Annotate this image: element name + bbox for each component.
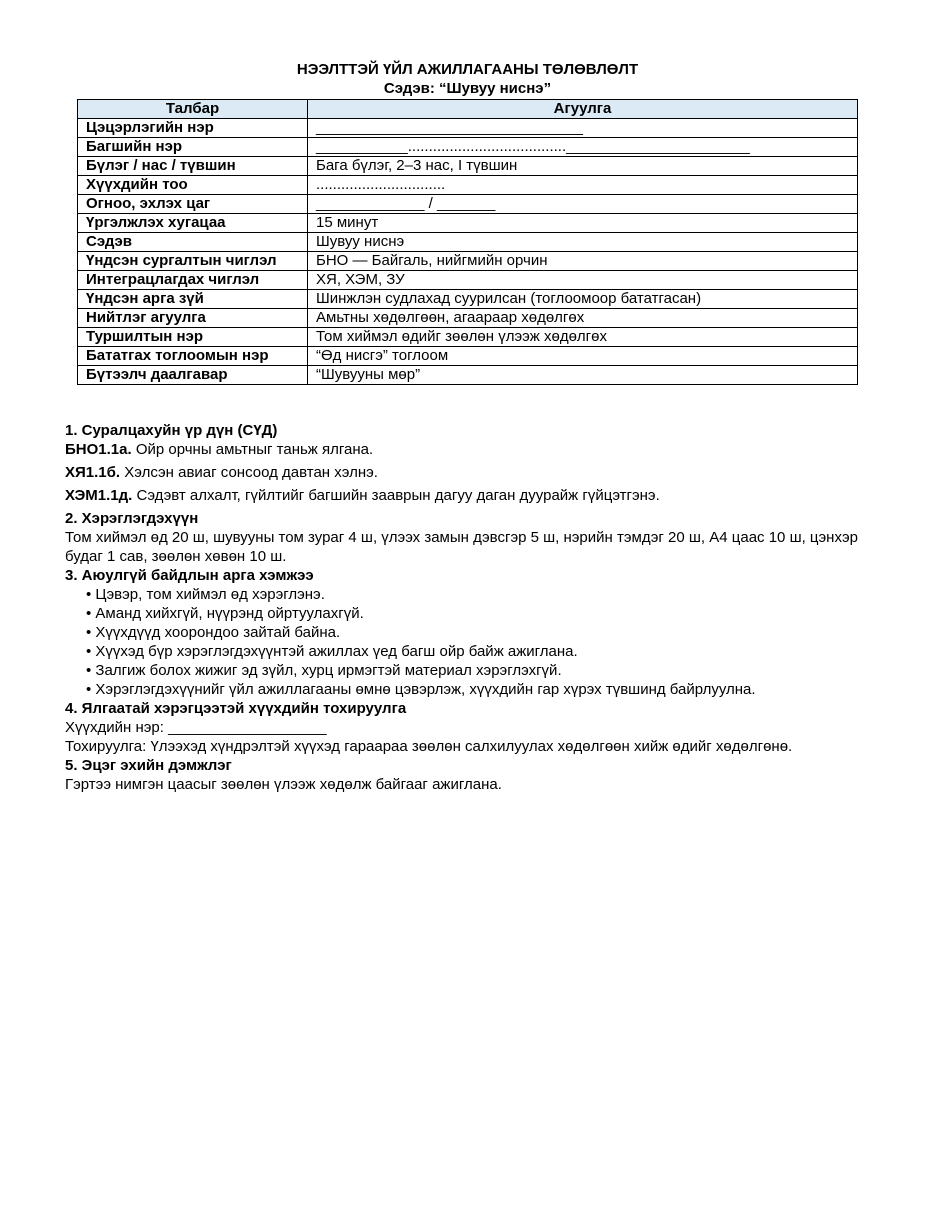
table-row (78, 195, 858, 214)
table-row (78, 328, 858, 347)
table-row (78, 214, 858, 233)
row-key: Цэцэрлэгийн нэр (78, 119, 308, 138)
outcome-text: Сэдэвт алхалт, гүйлтийг багшийн зааврын дагуу даган дуурайж гүйцэтгэнэ. (132, 487, 660, 504)
row-key: Бататгах тоглоомын нэр (78, 347, 308, 366)
row-key: Нийтлэг агуулга (78, 309, 308, 328)
row-key: Багшийн нэр (78, 138, 308, 157)
row-key: Сэдэв (78, 233, 308, 252)
row-value: “Өд нисгэ” тоглоом (308, 347, 858, 366)
table-row (78, 119, 858, 138)
table-row (78, 157, 858, 176)
row-value: _____________ / _______ (308, 195, 858, 214)
row-key: Хүүхдийн тоо (78, 176, 308, 195)
table-row (78, 366, 858, 385)
row-value: ............................... (308, 176, 858, 195)
table-row (78, 176, 858, 195)
row-key: Үндсэн сургалтын чиглэл (78, 252, 308, 271)
row-value: Бага бүлэг, 2–3 нас, I түвшин (308, 157, 858, 176)
row-value: БНО — Байгаль, нийгмийн орчин (308, 252, 858, 271)
row-value: Том хиймэл өдийг зөөлөн үлээж хөдөлгөх (308, 328, 858, 347)
row-value: “Шувууны мөр” (308, 366, 858, 385)
row-key: Интеграцлагдах чиглэл (78, 271, 308, 290)
column-header-content: Агуулга (308, 100, 858, 119)
table-row (78, 347, 858, 366)
outcome-code: БНО1.1а. (65, 441, 132, 458)
child-name-line: Хүүхдийн нэр: ___________________ (65, 719, 327, 736)
table-row (78, 309, 858, 328)
section-heading-parent-support: 5. Эцэг эхийн дэмжлэг (65, 757, 232, 774)
table-row (78, 252, 858, 271)
list-item: • Залгиж болох жижиг эд зүйл, хурц ирмэгтэй материал хэрэглэхгүй. (86, 661, 865, 680)
row-value: 15 минут (308, 214, 858, 233)
row-key: Бүлэг / нас / түвшин (78, 157, 308, 176)
section-heading-safety: 3. Аюулгүй байдлын арга хэмжээ (65, 567, 314, 584)
parent-support-text: Гэртээ нимгэн цаасыг зөөлөн үлээж хөдөлж байгааг ажиглана. (65, 776, 502, 793)
outcome-text: Ойр орчны амьтныг таньж ялгана. (131, 441, 374, 458)
row-value: ___________......................................______________________ (308, 138, 858, 157)
outcome-item (65, 440, 865, 459)
section-heading-adaptation: 4. Ялгаатай хэрэгцээтэй хүүхдийн тохируулга (65, 700, 407, 717)
plan-table (77, 99, 858, 385)
list-item: • Аманд хийхгүй, нүүрэнд ойртуулахгүй. (86, 604, 865, 623)
row-value: ________________________________ (308, 119, 858, 138)
row-key: Огноо, эхлэх цаг (78, 195, 308, 214)
row-key: Туршилтын нэр (78, 328, 308, 347)
page-subtitle: Сэдэв: “Шувуу ниснэ” (383, 80, 552, 97)
list-item: • Хүүхдүүд хоорондоо зайтай байна. (86, 623, 865, 642)
outcome-item (65, 463, 865, 482)
materials-text: Том хиймэл өд 20 ш, шувууны том зураг 4 ш, үлээх замын дэвсгэр 5 ш, нэрийн тэмдэг 20 ш, А4 цаас 10 ш, цэнхэр будаг 1 сав, зөөлөн хөвөн 10 ш. (65, 529, 858, 565)
adaptation-text: Тохируулга: Үлээхэд хүндрэлтэй хүүхэд гараараа зөөлөн салхилуулах хөдөлгөөн хийж өдийг хөдөлгөнө. (65, 738, 793, 755)
list-item: • Хэрэглэгдэхүүнийг үйл ажиллагааны өмнө цэвэрлэж, хүүхдийн гар хүрэх түвшинд байрлуулна. (86, 680, 865, 699)
outcome-item (65, 486, 865, 505)
row-value: Шинжлэн судлахад суурилсан (тоглоомоор бататгасан) (308, 290, 858, 309)
document-body (65, 421, 865, 794)
outcome-text: Хэлсэн авиаг сонсоод давтан хэлнэ. (120, 464, 378, 481)
row-value: ХЯ, ХЭМ, ЗУ (308, 271, 858, 290)
outcome-code: ХЯ1.1б. (65, 464, 121, 481)
table-row (78, 271, 858, 290)
row-key: Бүтээлч даалгавар (78, 366, 308, 385)
row-key: Үндсэн арга зүй (78, 290, 308, 309)
row-value: Шувуу ниснэ (308, 233, 858, 252)
section-heading-outcomes: 1. Суралцахуйн үр дүн (СҮД) (65, 422, 278, 439)
safety-list (65, 585, 865, 699)
table-row (78, 138, 858, 157)
table-row (78, 233, 858, 252)
section-heading-materials: 2. Хэрэглэгдэхүүн (65, 510, 199, 527)
outcome-code: ХЭМ1.1д. (65, 487, 133, 504)
table-row (78, 290, 858, 309)
page-title: НЭЭЛТТЭЙ ҮЙЛ АЖИЛЛАГААНЫ ТӨЛӨВЛӨЛТ (296, 61, 639, 78)
table-header-row (78, 100, 858, 119)
row-value: Амьтны хөдөлгөөн, агаараар хөдөлгөх (308, 309, 858, 328)
list-item: • Цэвэр, том хиймэл өд хэрэглэнэ. (86, 585, 865, 604)
row-key: Үргэлжлэх хугацаа (78, 214, 308, 233)
list-item: • Хүүхэд бүр хэрэглэгдэхүүнтэй ажиллах үед багш ойр байж ажиглана. (86, 642, 865, 661)
column-header-field: Талбар (78, 100, 308, 119)
